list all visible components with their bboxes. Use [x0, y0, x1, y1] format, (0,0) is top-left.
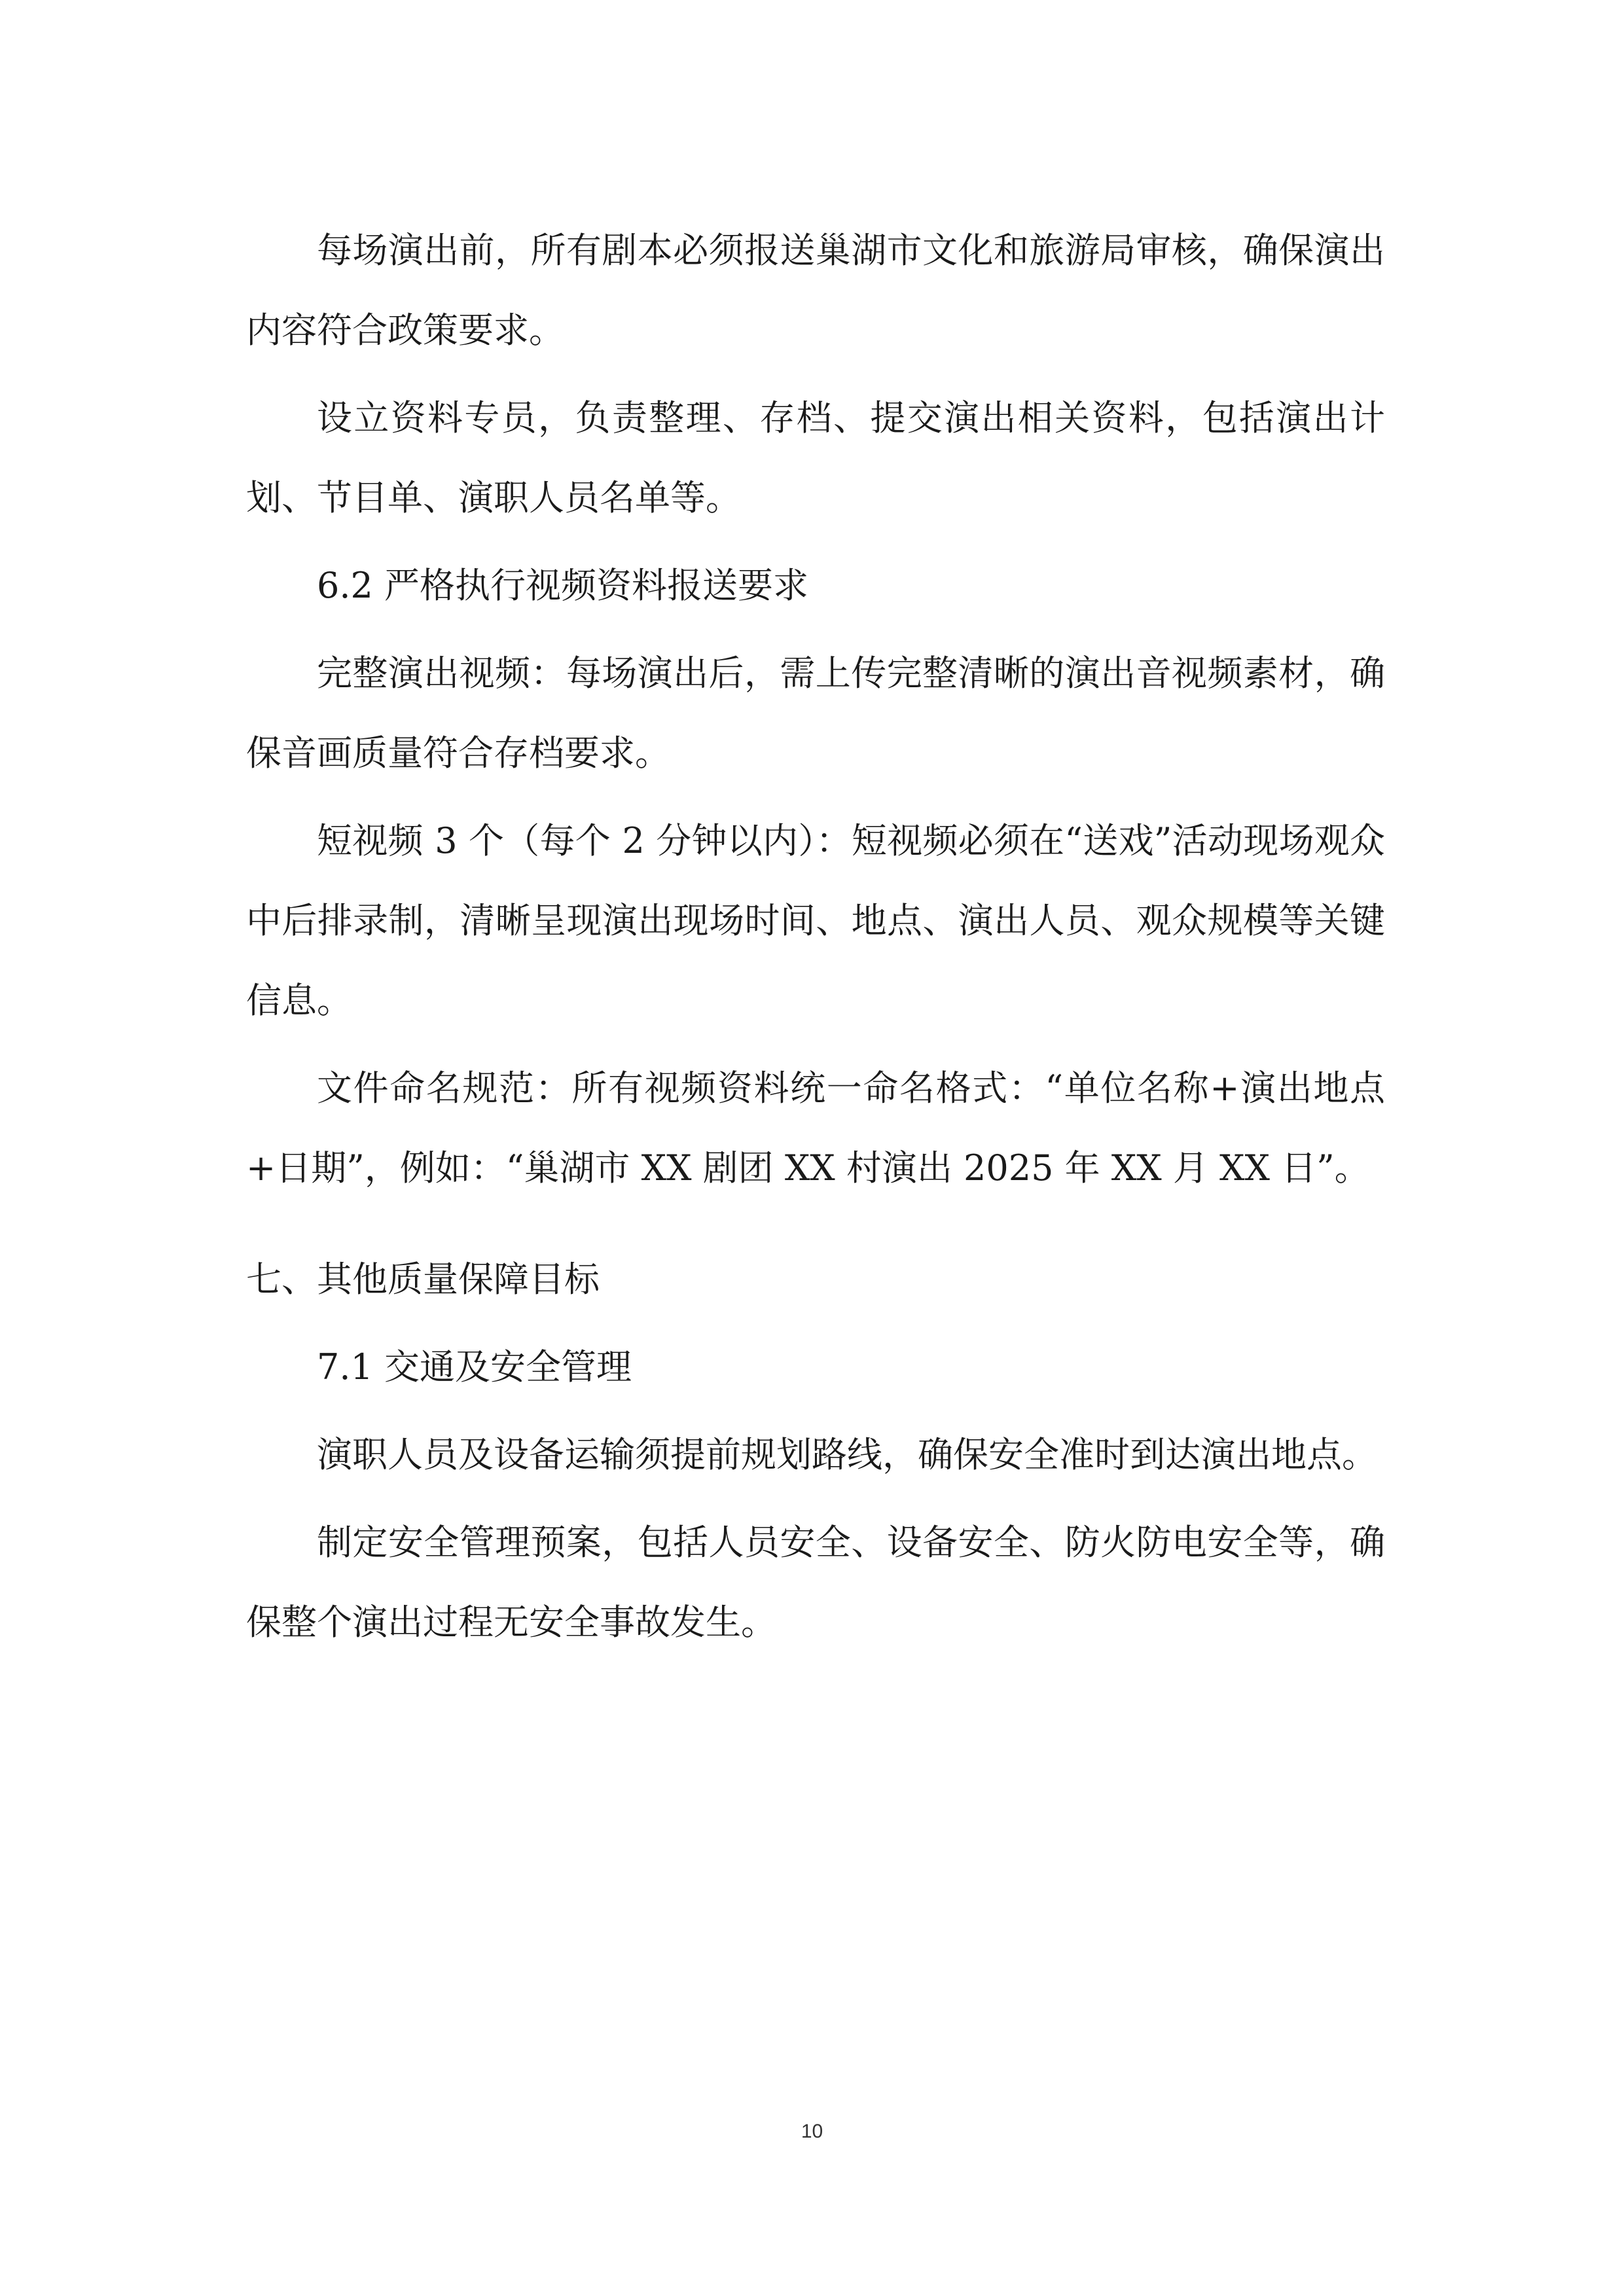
paragraph-file-naming: 文件命名规范：所有视频资料统一命名格式：“单位名称+演出地点+日期”，例如：“巢湖市 XX 剧团 XX 村演出 2025 年 XX 月 XX 日”。 [246, 1067, 1385, 1189]
paragraph-data-officer: 设立资料专员，负责整理、存档、提交演出相关资料，包括演出计划、节目单、演职人员名单等。 [246, 397, 1385, 518]
paragraph-short-videos: 短视频 3 个（每个 2 分钟以内）：短视频必须在“送戏”活动现场观众中后排录制，清晰呈现演出现场时间、地点、演出人员、观众规模等关键信息。 [246, 820, 1385, 1021]
subheading-7-1: 7.1 交通及安全管理 [317, 1346, 632, 1388]
document-body [246, 211, 1385, 1670]
paragraph-full-video: 完整演出视频：每场演出后，需上传完整清晰的演出音视频素材，确保音画质量符合存档要求。 [246, 653, 1385, 774]
paragraph-transport-route: 演职人员及设备运输须提前规划路线，确保安全准时到达演出地点。 [317, 1434, 1377, 1475]
paragraph-safety-plan: 制定安全管理预案，包括人员安全、设备安全、防火防电安全等，确保整个演出过程无安全事故发生。 [246, 1522, 1385, 1643]
page-number: 10 [801, 2121, 823, 2142]
paragraph-script-review: 每场演出前，所有剧本必须报送巢湖市文化和旅游局审核，确保演出内容符合政策要求。 [246, 230, 1385, 351]
subheading-6-2: 6.2 严格执行视频资料报送要求 [317, 565, 809, 606]
section-heading-7: 七、其他质量保障目标 [246, 1259, 600, 1300]
